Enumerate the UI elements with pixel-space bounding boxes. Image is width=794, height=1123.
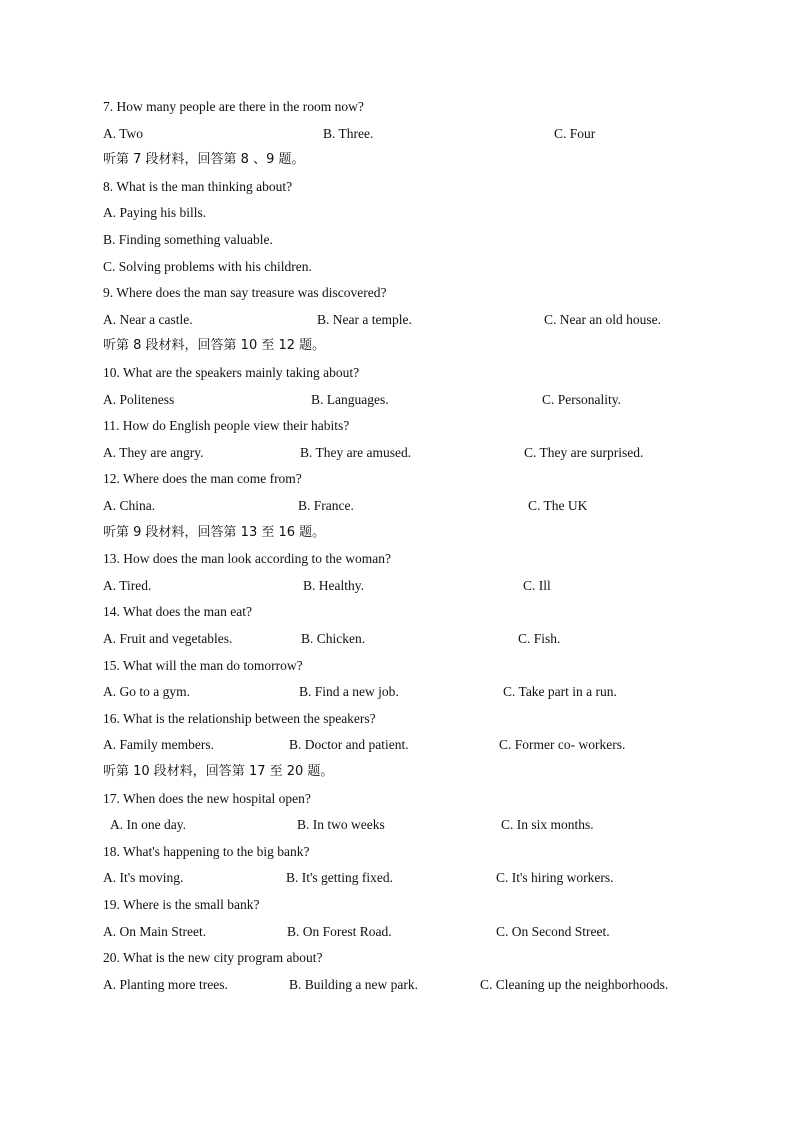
section-label: 听第 8 段材料，回答第 10 至 12 题。 xyxy=(103,338,326,354)
option-a: A. Family members. xyxy=(103,737,214,753)
option-b: B. France. xyxy=(298,498,354,513)
answer-options xyxy=(0,627,794,651)
option-b: B. Doctor and patient. xyxy=(289,737,409,753)
question-text xyxy=(0,946,794,970)
option-a: A. It's moving. xyxy=(103,870,184,886)
question-label: 17. When does the new hospital open? xyxy=(103,790,311,806)
option-b: B. On Forest Road. xyxy=(287,923,392,939)
question-label: 15. What will the man do tomorrow? xyxy=(103,657,303,673)
question-text xyxy=(0,840,794,864)
option-a: A. Tired. xyxy=(103,577,152,593)
question-text xyxy=(0,255,794,279)
option-a: A. China. xyxy=(103,498,156,513)
option-a: A. Planting more trees. xyxy=(103,976,228,992)
option-c: C. They are surprised. xyxy=(524,444,644,460)
option-c: C. Cleaning up the neighborhoods. xyxy=(480,976,669,992)
question-text xyxy=(0,175,794,199)
option-b: B. Building a new park. xyxy=(289,976,418,992)
option-c: C. In six months. xyxy=(501,817,594,833)
answer-options xyxy=(0,441,794,465)
option-b: B. Find a new job. xyxy=(299,684,399,700)
option-a: A. Politeness xyxy=(103,391,175,407)
question-label: C. Solving problems with his children. xyxy=(103,258,312,274)
option-b: B. They are amused. xyxy=(300,444,412,460)
option-c: C. On Second Street. xyxy=(496,923,610,939)
option-b: B. Languages. xyxy=(311,391,389,407)
question-text xyxy=(0,361,794,385)
answer-options xyxy=(0,973,794,997)
question-label: 7. How many people are there in the room now? xyxy=(103,99,364,114)
section-label: 听第 10 段材料，回答第 17 至 20 题。 xyxy=(103,764,334,779)
question-label: 11. How do English people view their habits? xyxy=(103,418,350,434)
question-label: 10. What are the speakers mainly taking about? xyxy=(103,365,360,380)
option-c: C. The UK xyxy=(528,498,588,513)
section-label: 听第 7 段材料，回答第 8 、9 题。 xyxy=(103,152,305,168)
question-text xyxy=(0,787,794,811)
question-text xyxy=(0,228,794,252)
option-a: A. They are angry. xyxy=(103,444,204,460)
section-instruction xyxy=(0,760,794,784)
question-text xyxy=(0,707,794,731)
question-label: 13. How does the man look according to the woman? xyxy=(103,551,391,567)
answer-options xyxy=(0,866,794,890)
option-b: B. Near a temple. xyxy=(317,311,412,327)
answer-options xyxy=(0,733,794,757)
option-a: A. In one day. xyxy=(110,817,186,833)
section-instruction xyxy=(0,148,794,172)
option-c: C. Take part in a run. xyxy=(503,684,617,700)
option-a: A. Near a castle. xyxy=(103,311,193,327)
question-label: A. Paying his bills. xyxy=(103,205,207,221)
option-c: C. Fish. xyxy=(518,631,561,646)
answer-options xyxy=(0,680,794,704)
option-b: B. Chicken. xyxy=(301,631,366,646)
question-label: B. Finding something valuable. xyxy=(103,232,273,247)
option-a: A. Two xyxy=(103,125,144,141)
section-instruction xyxy=(0,521,794,545)
answer-options xyxy=(0,574,794,598)
option-c: C. Former co- workers. xyxy=(499,737,626,753)
option-c: C. It's hiring workers. xyxy=(496,870,614,886)
question-text xyxy=(0,414,794,438)
question-text xyxy=(0,281,794,305)
answer-options xyxy=(0,122,794,146)
section-instruction xyxy=(0,334,794,358)
option-a: A. On Main Street. xyxy=(103,923,207,939)
question-label: 18. What's happening to the big bank? xyxy=(103,843,310,859)
answer-options xyxy=(0,813,794,837)
question-label: 19. Where is the small bank? xyxy=(103,897,260,912)
question-label: 8. What is the man thinking about? xyxy=(103,178,293,194)
option-c: C. Near an old house. xyxy=(544,311,661,327)
question-label: 12. Where does the man come from? xyxy=(103,471,302,487)
option-b: B. Healthy. xyxy=(303,577,364,593)
option-a: A. Fruit and vegetables. xyxy=(103,631,233,646)
option-b: B. It's getting fixed. xyxy=(286,870,394,886)
question-label: 16. What is the relationship between the speakers? xyxy=(103,710,376,726)
option-c: C. Four xyxy=(554,125,596,141)
answer-options xyxy=(0,920,794,944)
option-a: A. Go to a gym. xyxy=(103,684,190,700)
answer-options xyxy=(0,494,794,518)
option-b: B. In two weeks xyxy=(297,817,385,833)
question-text xyxy=(0,201,794,225)
question-text xyxy=(0,95,794,119)
question-label: 14. What does the man eat? xyxy=(103,604,252,620)
question-text xyxy=(0,467,794,491)
answer-options xyxy=(0,308,794,332)
question-text xyxy=(0,600,794,624)
question-label: 9. Where does the man say treasure was discovered? xyxy=(103,285,387,301)
option-b: B. Three. xyxy=(323,125,374,141)
option-c: C. Personality. xyxy=(542,391,621,407)
question-text xyxy=(0,893,794,917)
question-text xyxy=(0,547,794,571)
question-label: 20. What is the new city program about? xyxy=(103,950,323,966)
option-c: C. Ill xyxy=(523,577,551,593)
section-label: 听第 9 段材料，回答第 13 至 16 题。 xyxy=(103,524,326,540)
answer-options xyxy=(0,388,794,412)
question-text xyxy=(0,654,794,678)
